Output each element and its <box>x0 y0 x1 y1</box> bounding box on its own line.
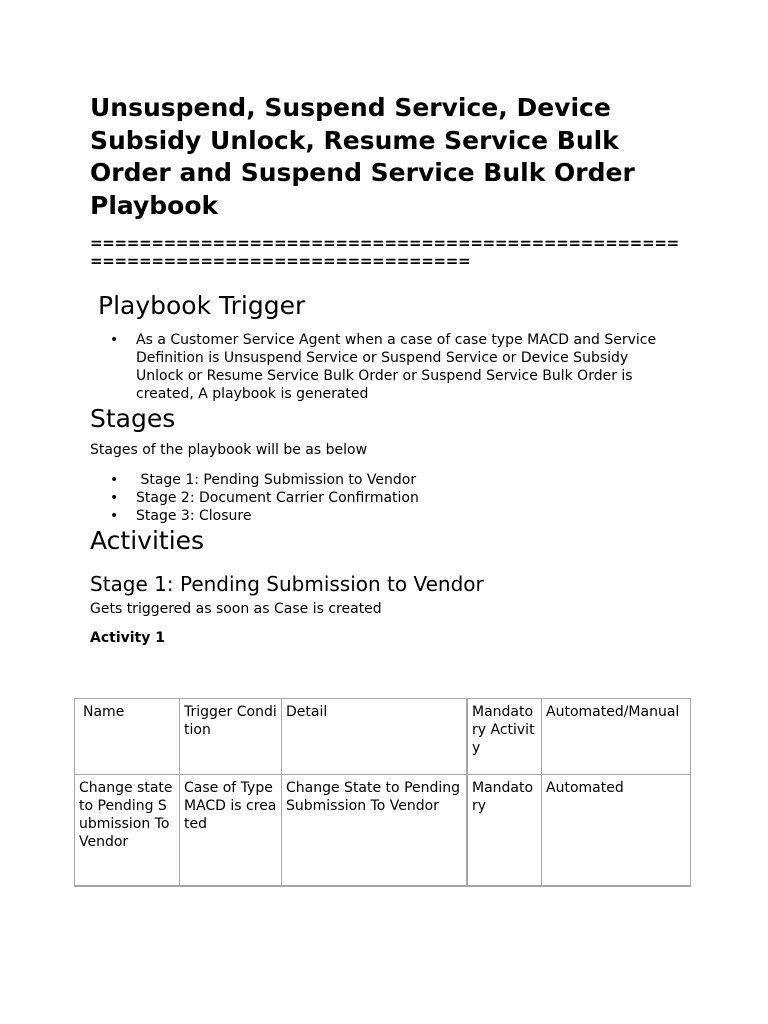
stage-item-2: • Stage 2: Document Carrier Confirmation <box>90 489 690 507</box>
cell-mandatory: Mandatory <box>467 775 542 887</box>
stages-intro: Stages of the playbook will be as below <box>90 442 368 458</box>
document-page <box>90 92 690 647</box>
activities-heading: Activities <box>90 526 205 555</box>
trigger-item: • As a Customer Service Agent when a case of case type MACD and Service Definition is Unsuspend Service or Suspend Service or Device Subsidy Unlock or Resume Service Bulk Order or Suspend Service Bulk Order is created, A playbook is generated <box>90 331 680 403</box>
document-title: Unsuspend, Suspend Service, Device Subsidy Unlock, Resume Service Bulk Order and Suspend Service Bulk Order Playbook <box>90 93 635 220</box>
header-detail: Detail <box>282 699 468 775</box>
stages-heading: Stages <box>90 404 176 433</box>
title-separator: =============================================================================== <box>90 234 679 270</box>
stage-list <box>90 471 690 525</box>
cell-trigger-condition: Case of Type MACD is created <box>180 775 282 887</box>
table-header-row <box>75 699 691 775</box>
header-automated-manual: Automated/Manual <box>542 699 691 775</box>
activity-1-label: Activity 1 <box>90 630 165 646</box>
header-trigger-condition: Trigger Condition <box>180 699 282 775</box>
cell-name: Change state to Pending Submission To Vendor <box>75 775 180 887</box>
table-row <box>75 775 691 887</box>
activity-table <box>74 698 691 887</box>
stage1-heading: Stage 1: Pending Submission to Vendor <box>90 572 484 596</box>
header-mandatory-activity: Mandatory Activity <box>467 699 542 775</box>
playbook-trigger-heading: Playbook Trigger <box>98 291 306 320</box>
cell-automated: Automated <box>542 775 691 887</box>
stage-item-3: • Stage 3: Closure <box>90 507 690 525</box>
trigger-list <box>90 331 680 403</box>
header-name: Name <box>75 699 180 775</box>
stage-item-1: • Stage 1: Pending Submission to Vendor <box>90 471 690 489</box>
cell-detail: Change State to Pending Submission To Vendor <box>282 775 468 887</box>
stage1-description: Gets triggered as soon as Case is created <box>90 601 382 617</box>
